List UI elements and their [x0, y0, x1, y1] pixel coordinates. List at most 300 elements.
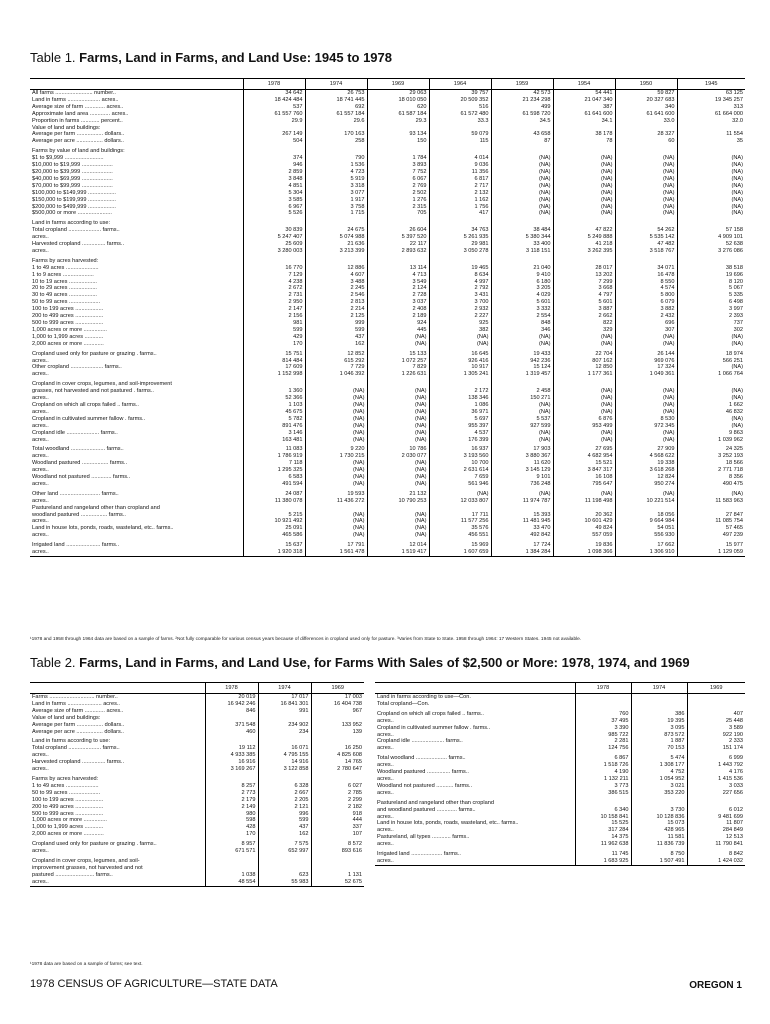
table1-cell: 1 607 659	[429, 549, 491, 556]
table1-cell: (NA)	[615, 388, 677, 395]
table1-cell: 115	[429, 138, 491, 145]
table1-row	[30, 409, 745, 416]
table1-cell: 4 537	[429, 430, 491, 437]
table2-right-cell	[687, 800, 745, 807]
table2-right-row-label: and woodland pastured ............. farms..	[377, 806, 476, 813]
table1-cell: 3 887	[553, 306, 615, 313]
table1-cell: 4 723	[305, 169, 367, 176]
table1-cell: 33 400	[491, 241, 553, 248]
table2-left-cell	[311, 776, 364, 783]
table1-cell: (NA)	[367, 437, 429, 444]
table2-left-row	[30, 708, 364, 715]
table2-left-cell: 16 071	[258, 745, 311, 752]
table2-left-year-header: 1978	[205, 683, 258, 694]
table2-left-cell	[258, 738, 311, 745]
table1-cell: (NA)	[553, 169, 615, 176]
table1-cell: 10 700	[429, 460, 491, 467]
table1-cell: 1 226 631	[367, 371, 429, 378]
table1-cell: 2 631 614	[429, 467, 491, 474]
table1-row-label: Cropland in cultivated summer fallow . farms..	[32, 415, 146, 422]
table2-left-row	[30, 811, 364, 818]
table2-left-row-label: Land in farms ...................... acres..	[32, 700, 120, 707]
table2-left-cell: 6 328	[258, 783, 311, 790]
table1-cell: (NA)	[491, 402, 553, 409]
table1-cell: (NA)	[305, 409, 367, 416]
table1-row	[30, 453, 745, 460]
table1-cell: 2 227	[429, 313, 491, 320]
table2-left-row-label: Cropland used only for pasture or grazing . farms..	[32, 841, 157, 848]
table1-year-header: 1969	[367, 79, 429, 90]
table2-left	[30, 682, 364, 887]
table1-cell: 3 893	[367, 162, 429, 169]
table1-cell: 807 162	[553, 358, 615, 365]
table1-cell: 3 585	[243, 197, 305, 204]
table2-left-row	[30, 841, 364, 848]
table1-row	[30, 190, 745, 197]
table1-cell: 36 971	[429, 409, 491, 416]
table1-row-label: 100 to 199 acres ..................	[32, 306, 104, 313]
table1-cell: 7 129	[243, 272, 305, 279]
table1-title: Farms, Land in Farms, and Land Use: 1945 to 1978	[79, 50, 392, 65]
table2-right-cell	[687, 701, 745, 708]
table1-cell: 63 125	[677, 90, 745, 97]
table1-cell: 15 124	[491, 364, 553, 371]
table2-right-cell: 386	[631, 711, 687, 718]
table1-cell: 28 327	[615, 131, 677, 138]
table1-cell: (NA)	[491, 183, 553, 190]
table1-cell: 5 601	[553, 299, 615, 306]
table1-row-label: 1 to 9 acres ....................	[32, 271, 94, 278]
table1-cell: 2 672	[243, 285, 305, 292]
table2-left-row	[30, 848, 364, 855]
table1-cell: 374	[243, 155, 305, 162]
table2-left-cell: 48 554	[205, 879, 258, 886]
table2-right-cell: 386 515	[575, 790, 631, 797]
table1-cell: 504	[243, 138, 305, 145]
table2-left-cell: 20 019	[205, 694, 258, 701]
table1-cell: (NA)	[367, 395, 429, 402]
table1-row-label: acres..	[32, 436, 49, 443]
table1-cell: 35 576	[429, 525, 491, 532]
table2-label: Table 2.	[30, 655, 76, 670]
table1-cell: 705	[367, 210, 429, 217]
table1-cell: 61 641 600	[615, 111, 677, 118]
table2-right-row-label: Cropland on which all crops failed .. farms..	[377, 710, 484, 717]
table1-cell: 17 724	[491, 542, 553, 549]
table1-cell: (NA)	[367, 430, 429, 437]
table1-cell: 5 782	[243, 416, 305, 423]
table2-right-cell: 11 807	[687, 820, 745, 827]
table1-cell: 6 498	[677, 299, 745, 306]
table1-cell: 3 145 129	[491, 467, 553, 474]
table1-row-label: acres..	[32, 395, 49, 402]
table2-right-cell: 1 308 177	[631, 762, 687, 769]
table1-cell: 346	[491, 327, 553, 334]
table2-right-cell: 428 965	[631, 827, 687, 834]
table1-cell: 16 108	[553, 474, 615, 481]
table1-cell: (NA)	[615, 402, 677, 409]
table1-cell: 61 587 184	[367, 111, 429, 118]
table2-left-cell: 16 916	[205, 759, 258, 766]
table1-cell: 9 036	[429, 162, 491, 169]
table1-cell: 1 305 241	[429, 371, 491, 378]
table1-row	[30, 162, 745, 169]
table1-cell: (NA)	[615, 162, 677, 169]
table1-cell: 1 152 998	[243, 371, 305, 378]
table1-row	[30, 155, 745, 162]
table1-cell: 17 324	[615, 364, 677, 371]
table2-left-row-label: 1,000 to 1,999 acres ............	[32, 824, 104, 831]
table1-cell: (NA)	[615, 430, 677, 437]
table1-cell: 924	[367, 320, 429, 327]
table1-cell: (NA)	[429, 491, 491, 498]
table1-cell: 8 550	[615, 279, 677, 286]
table1-row	[30, 371, 745, 378]
table1-cell: 955 397	[429, 423, 491, 430]
table2-left-row	[30, 804, 364, 811]
table1-row	[30, 334, 745, 341]
table2-left-row	[30, 865, 364, 872]
table1-cell: 11 436 272	[305, 498, 367, 505]
table1-row-label: Average per acre ................. dollars..	[32, 138, 124, 145]
table1-row	[30, 437, 745, 444]
table2-right-header	[375, 683, 745, 694]
table1-cell: 5 261 935	[429, 234, 491, 241]
table1-cell: (NA)	[305, 423, 367, 430]
table1-cell: (NA)	[491, 437, 553, 444]
table2-left-cell: 52 675	[311, 879, 364, 886]
table1-cell: 795 647	[553, 481, 615, 488]
table1-cell: 5 215	[243, 512, 305, 519]
table2-left-cell: 8 572	[311, 841, 364, 848]
table1-cell: 3 146	[243, 430, 305, 437]
table1-cell: 950 274	[615, 481, 677, 488]
table2-left-row	[30, 715, 364, 722]
table2-left-cell: 2 780 647	[311, 766, 364, 773]
table1-cell: 5 800	[615, 292, 677, 299]
table1-row-label: $200,000 to $499,999 ..................	[32, 203, 116, 210]
table1-cell: 1 295 325	[243, 467, 305, 474]
table1-cell: (NA)	[429, 341, 491, 348]
table2-right-cell: 124 756	[575, 745, 631, 752]
table1-cell: (NA)	[305, 518, 367, 525]
table1-row-label: woodland pastured ................. farms..	[32, 511, 126, 518]
table1-cell	[367, 381, 429, 388]
table1-row	[30, 358, 745, 365]
table2-left-cell: 170	[205, 831, 258, 838]
table1-cell: 340	[615, 104, 677, 111]
table1-cell: (NA)	[553, 176, 615, 183]
table2-left-cell: 4 933 385	[205, 752, 258, 759]
table2-left-row-label: Farms by acres harvested:	[32, 775, 99, 782]
table1-row	[30, 234, 745, 241]
table2-right-row	[375, 834, 745, 841]
table2-title: Farms, Land in Farms, and Land Use, for Farms With Sales of $2,500 or More: 1978, 1974, and 1969	[79, 655, 690, 670]
table1-row	[30, 227, 745, 234]
table2-left-row-label: Cropland in cover crops, legumes, and soil-	[32, 857, 140, 864]
table2-right-row	[375, 711, 745, 718]
table2-left-row-label: 1 to 49 acres .....................	[32, 782, 99, 789]
table1-cell: (NA)	[553, 388, 615, 395]
table1-cell: 3 848	[243, 176, 305, 183]
table1-cell: 4 014	[429, 155, 491, 162]
table1-cell: (NA)	[615, 169, 677, 176]
table1-row	[30, 148, 745, 155]
table2-left-cell: 16 404 738	[311, 701, 364, 708]
table1-cell: 5 537	[491, 416, 553, 423]
table1-cell: 387	[553, 104, 615, 111]
table2-left-row-label: 200 to 499 acres ..................	[32, 803, 104, 810]
table1-cell: 1 662	[677, 402, 745, 409]
table1-cell: 27 909	[615, 446, 677, 453]
table1-row-label: 20 to 29 acres ..................	[32, 285, 97, 292]
table1-row	[30, 430, 745, 437]
table2-left-row-label: pastured ......................... farms..	[32, 871, 113, 878]
table1-cell	[491, 258, 553, 265]
table1-row-label: Land in farms according to use:	[32, 220, 111, 227]
table1-cell: 46 832	[677, 409, 745, 416]
table1-row	[30, 104, 745, 111]
table1-cell: (NA)	[677, 183, 745, 190]
table2-left-cell: 3 169 267	[205, 766, 258, 773]
table2-right-cell: 10 158 841	[575, 814, 631, 821]
table2-left-row-label: 100 to 199 acres ..................	[32, 796, 104, 803]
table2-left-row-label: 1,000 acres or more ...............	[32, 817, 107, 824]
table1-cell: 3 332	[491, 306, 553, 313]
table2-right-row	[375, 790, 745, 797]
table1-row	[30, 248, 745, 255]
table1-cell: (NA)	[553, 162, 615, 169]
table1-cell: 1 360	[243, 388, 305, 395]
table1-cell: 11 554	[677, 131, 745, 138]
table1-row-label: acres..	[32, 408, 49, 415]
table1-cell	[305, 125, 367, 132]
table1-cell: 3 700	[429, 299, 491, 306]
table2-right-cell: 284 849	[687, 827, 745, 834]
table1-cell: 170	[243, 341, 305, 348]
table2-left-cell	[258, 715, 311, 722]
table2-left-cell	[205, 865, 258, 872]
table1-cell: (NA)	[615, 491, 677, 498]
table2-left-cell: 2 299	[311, 797, 364, 804]
table1-cell: 10 917	[429, 364, 491, 371]
table2-left-cell: 893 616	[311, 848, 364, 855]
table2-left-cell	[258, 776, 311, 783]
table2-left-row-label: Value of land and buildings:	[32, 714, 101, 721]
table1-cell: (NA)	[553, 341, 615, 348]
table1-cell: 3 262 395	[553, 248, 615, 255]
table2-right-body	[375, 694, 745, 866]
table2-right-row	[375, 762, 745, 769]
table2-left-row-label: Average per farm ................. dollars..	[32, 721, 125, 728]
table2-left-cell	[205, 715, 258, 722]
table1-cell	[553, 381, 615, 388]
table1-cell: (NA)	[615, 395, 677, 402]
table1-cell: 456 551	[429, 532, 491, 539]
table1-cell: 26 144	[615, 351, 677, 358]
table1-cell: 8 356	[677, 474, 745, 481]
table1-cell: 15 393	[491, 512, 553, 519]
table2-left-cell: 17 017	[258, 694, 311, 701]
table1-cell: 2 717	[429, 183, 491, 190]
table1-row-label: All farms ........................ number..	[32, 90, 116, 96]
table1-label: Table 1.	[30, 50, 76, 65]
table1-year-header: 1950	[615, 79, 677, 90]
table1-cell: 382	[429, 327, 491, 334]
table1-cell	[553, 505, 615, 512]
table1-cell: 11 198 498	[553, 498, 615, 505]
table1-cell: 4 607	[305, 272, 367, 279]
table1-cell: 11 356	[429, 169, 491, 176]
table1-row	[30, 327, 745, 334]
table1-row	[30, 423, 745, 430]
table2-right-cell: 2 281	[575, 738, 631, 745]
table1-cell: 3 847 317	[553, 467, 615, 474]
table2-right-row-label: acres..	[375, 858, 575, 865]
table1-cell: 54 441	[553, 90, 615, 97]
table1-cell: (NA)	[367, 525, 429, 532]
table2-left-year-header: 1969	[311, 683, 364, 694]
table1-row	[30, 272, 745, 279]
table1-cell: 10 790 253	[367, 498, 429, 505]
table1-cell: (NA)	[615, 197, 677, 204]
table2-left-cell: 846	[205, 708, 258, 715]
table1-cell: 1 784	[367, 155, 429, 162]
table1-row-label: Land in house lots, ponds, roads, wasteland, etc.. farms..	[32, 525, 174, 532]
table2-right-row-label: acres..	[377, 841, 394, 848]
table1-row-label: Cropland on which all crops failed .. farms..	[32, 401, 139, 408]
table1-cell: 1 306 910	[615, 549, 677, 556]
table2-left-row	[30, 729, 364, 736]
table1-row	[30, 518, 745, 525]
table1-row-label: Irrigated land ...................... farms..	[32, 542, 120, 549]
table1-cell: 8 120	[677, 279, 745, 286]
table1-row	[30, 241, 745, 248]
table1-cell	[243, 258, 305, 265]
table1-row-label: 30 to 49 acres ..................	[32, 292, 97, 299]
table2-right-row-label: Pastureland, all types ............ farms..	[377, 834, 470, 841]
table1-cell: 61 557 760	[243, 111, 305, 118]
table1-row-label: Other land .......................... farms..	[32, 490, 119, 497]
table2-left-cell: 437	[258, 824, 311, 831]
table1-cell: 28 017	[553, 265, 615, 272]
table2-right-row-label: acres..	[377, 717, 394, 724]
table2-left-row-label: 500 to 999 acres ..................	[32, 810, 104, 817]
table1-row	[30, 467, 745, 474]
table1-cell: 2 432	[615, 313, 677, 320]
table2-left-cell: 8 257	[205, 783, 258, 790]
table1-cell: 18 424 484	[243, 97, 305, 104]
table1-cell: 93 134	[367, 131, 429, 138]
table1-cell: 814 484	[243, 358, 305, 365]
table1-row	[30, 549, 745, 556]
table2-left-cell: 652 997	[258, 848, 311, 855]
table1-cell: (NA)	[615, 176, 677, 183]
table1-cell: 5 380 344	[491, 234, 553, 241]
table1-cell: 13 114	[367, 265, 429, 272]
table1-row-label: $1 to $9,999 .........................	[32, 155, 104, 162]
table2-left-cell	[258, 858, 311, 865]
table1-cell	[429, 125, 491, 132]
table1-row-label: $70,000 to $99,999 ....................	[32, 182, 113, 189]
table1-row	[30, 505, 745, 512]
table1-cell: 3 077	[305, 190, 367, 197]
table1-cell: (NA)	[491, 334, 553, 341]
table1-cell: 59 079	[429, 131, 491, 138]
table1-cell: 7 118	[243, 460, 305, 467]
table2-right-row	[375, 745, 745, 752]
table1-row	[30, 388, 745, 395]
table1-cell: 33.0	[615, 118, 677, 125]
table1-cell: 5 601	[491, 299, 553, 306]
table1-cell: 11 577 256	[429, 518, 491, 525]
table1-cell: 417	[429, 210, 491, 217]
table1-cell: (NA)	[305, 467, 367, 474]
table1-cell: 3 193 560	[429, 453, 491, 460]
table2-right-stub-header	[375, 683, 575, 694]
table1-row	[30, 306, 745, 313]
table2-left-row	[30, 776, 364, 783]
table2-left-cell: 4 825 608	[311, 752, 364, 759]
table1-cell: 981	[243, 320, 305, 327]
table1-cell: (NA)	[553, 334, 615, 341]
table1-cell: 61 641 600	[553, 111, 615, 118]
table1-cell	[491, 505, 553, 512]
table1-cell	[305, 258, 367, 265]
table1-cell: 13 202	[553, 272, 615, 279]
table1-row	[30, 402, 745, 409]
table1-row-label: grasses, not harvested and not pastured . farms..	[32, 388, 154, 395]
table1-row-label: 1 to 49 acres .....................	[32, 264, 99, 271]
table1-row-label: acres..	[30, 549, 243, 556]
table1-cell: 19 696	[677, 272, 745, 279]
table2-left-cell: 1 131	[311, 872, 364, 879]
table1-cell: 1 129 059	[677, 549, 745, 556]
table1-cell	[677, 125, 745, 132]
table1-cell	[615, 148, 677, 155]
table1-cell: 736 248	[491, 481, 553, 488]
table1-row-label: acres..	[32, 357, 49, 364]
table2-left-cell: 2 182	[311, 804, 364, 811]
table1-cell: 162	[305, 341, 367, 348]
table2-left-cell: 2 205	[258, 797, 311, 804]
table1-cell: 6 180	[491, 279, 553, 286]
table1-cell: 3 280 003	[243, 248, 305, 255]
table1-cell: 9 664 984	[615, 518, 677, 525]
table2-right-row-label: Irrigated land .................... farms..	[377, 851, 461, 858]
table2-right-cell: 3 730	[631, 807, 687, 814]
table2-left-cell: 17 003	[311, 694, 364, 701]
table1-cell: 2 393	[677, 313, 745, 320]
table2-right-row-label: acres..	[377, 731, 394, 738]
table1-row-label: Woodland pastured ................. farms..	[32, 460, 128, 467]
table1-cell: 822	[553, 320, 615, 327]
table1-row	[30, 97, 745, 104]
table1-cell: (NA)	[615, 409, 677, 416]
table1-cell: (NA)	[677, 364, 745, 371]
table1-cell: (NA)	[677, 210, 745, 217]
table1-row	[30, 265, 745, 272]
table1-cell: (NA)	[305, 402, 367, 409]
table1-row-label: 500 to 999 acres ..................	[32, 320, 104, 326]
table1-cell: 11 085 754	[677, 518, 745, 525]
table2-left-cell: 2 121	[258, 804, 311, 811]
table1-cell: 18 566	[677, 460, 745, 467]
table2-right-row	[375, 732, 745, 739]
table1-cell: (NA)	[491, 197, 553, 204]
table2-left-body	[30, 694, 364, 887]
table1-row-label: acres..	[32, 234, 49, 241]
